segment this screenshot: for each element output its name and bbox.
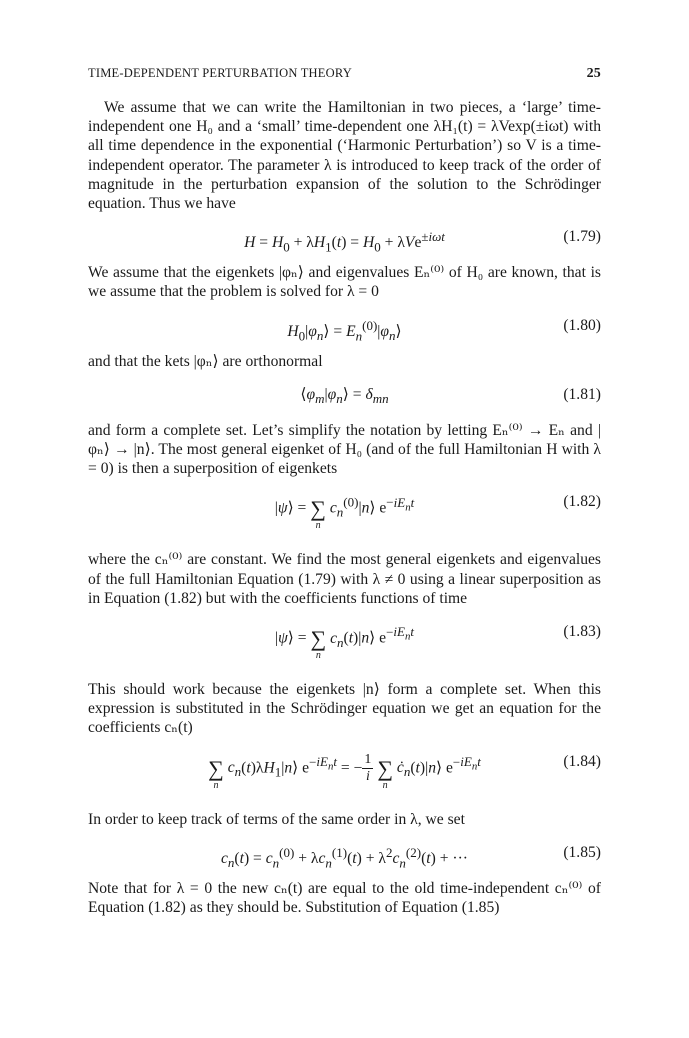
equation-number: (1.84)	[563, 752, 601, 770]
paragraph-5: where the cₙ⁽⁰⁾ are constant. We find the most general eigenkets and eigenvalues of the full Hamiltonian Equation (1.79) with λ ≠ 0 using a linear superposition as in Equation (1.82) but with the coefficients functions of time	[88, 551, 601, 607]
paragraph-4: and form a complete set. Let’s simplify the notation by letting Eₙ⁽⁰⁾ → Eₙ and |φₙ⟩ → |n⟩. The most general eigenket of H₀ (and of the full Hamiltonian H with λ = 0) is then a superposition of eigenkets	[88, 421, 601, 478]
summation-symbol: ∑ n	[377, 755, 393, 791]
equation-1-80-expression: $H_0|\varphi_n⟩$ = $E_n^{(0)}|\varphi_n⟩$	[287, 317, 402, 343]
body-text	[88, 98, 601, 917]
equation-1-79-expression: $H = H_0 + \lambda H_1(t) = H_0 + \lambda Ve^{\pm i\omega t}$	[244, 229, 445, 255]
equation-1-82	[88, 492, 601, 536]
summation-symbol: ∑ n	[310, 626, 327, 662]
equation-1-79	[88, 227, 601, 255]
equation-1-83-expression: |ψ⟩ = ∑ n $c_n(t)|n⟩$ $e^{-iE_nt}$	[274, 624, 415, 662]
equation-1-83	[88, 622, 601, 666]
equation-1-84-expression: ∑ n $c_n(t)\lambda H_1|n⟩$ $e^{-iE_nt}$ = − $\frac{1}{i}$ ∑ n $ċ_n(t)|n⟩$ $e^{-iE_nt}$	[208, 752, 481, 791]
paragraph-2: We assume that the eigenkets |φₙ⟩ and eigenvalues Eₙ⁽⁰⁾ of H₀ are known, that is we assume that the problem is solved for λ = 0	[88, 264, 601, 301]
equation-number: (1.81)	[563, 385, 601, 403]
summation-symbol: ∑ n	[310, 496, 326, 532]
running-header	[88, 66, 601, 84]
equation-1-84	[88, 752, 601, 796]
running-title: TIME-DEPENDENT PERTURBATION THEORY	[88, 66, 352, 80]
page-number: 25	[586, 66, 601, 81]
paragraph-7: In order to keep track of terms of the same order in λ, we set	[88, 810, 465, 828]
summation-symbol: ∑ n	[208, 755, 224, 791]
equation-number: (1.82)	[563, 493, 601, 511]
equation-1-80	[88, 316, 601, 343]
paragraph-6: This should work because the eigenkets |n⟩ form a complete set. When this expression is substituted in the Schrödinger equation we get an equation for the coefficients cₙ(t)	[88, 681, 601, 737]
equation-1-81	[88, 385, 601, 407]
paragraph-3: and that the kets |φₙ⟩ are orthonormal	[88, 352, 323, 370]
equation-number: (1.85)	[563, 843, 601, 861]
paragraph-1: We assume that we can write the Hamiltonian in two pieces, a ‘large’ time-independent one H₀ and a ‘small’ time-dependent one λH₁(t) = λVexp(±iωt) with all time dependence in the exponential (‘Harmonic Perturbation’) so V is a time-independent operator. The parameter λ is introduced to keep track of the order of magnitude in the perturbation expansion of the solution to the Schrödinger equation. Thus we have	[88, 99, 601, 213]
equation-1-82-expression: |ψ⟩ = ∑ n $c_n^{(0)}|n⟩$ $e^{-iE_nt}$	[274, 494, 415, 532]
equation-1-85-expression: $c_n(t) = c_n^{(0)} + \lambda c_n^{(1)}(t) + \lambda^2c_n^{(2)}(t)$ + ···	[220, 844, 469, 871]
equation-number: (1.80)	[563, 316, 601, 334]
paragraph-8: Note that for λ = 0 the new cₙ(t) are equal to the old time-independent cₙ⁽⁰⁾ of Equation (1.82) as they should be. Substitution of Equation (1.85)	[88, 879, 601, 917]
fraction: $\frac{1}{i}$	[364, 752, 372, 785]
equation-1-81-expression: $⟨\varphi_m|\varphi_n⟩ = \delta_{mn}$	[300, 385, 389, 406]
equation-1-85	[88, 843, 601, 871]
equation-number: (1.83)	[563, 623, 601, 641]
equation-number: (1.79)	[563, 228, 601, 246]
